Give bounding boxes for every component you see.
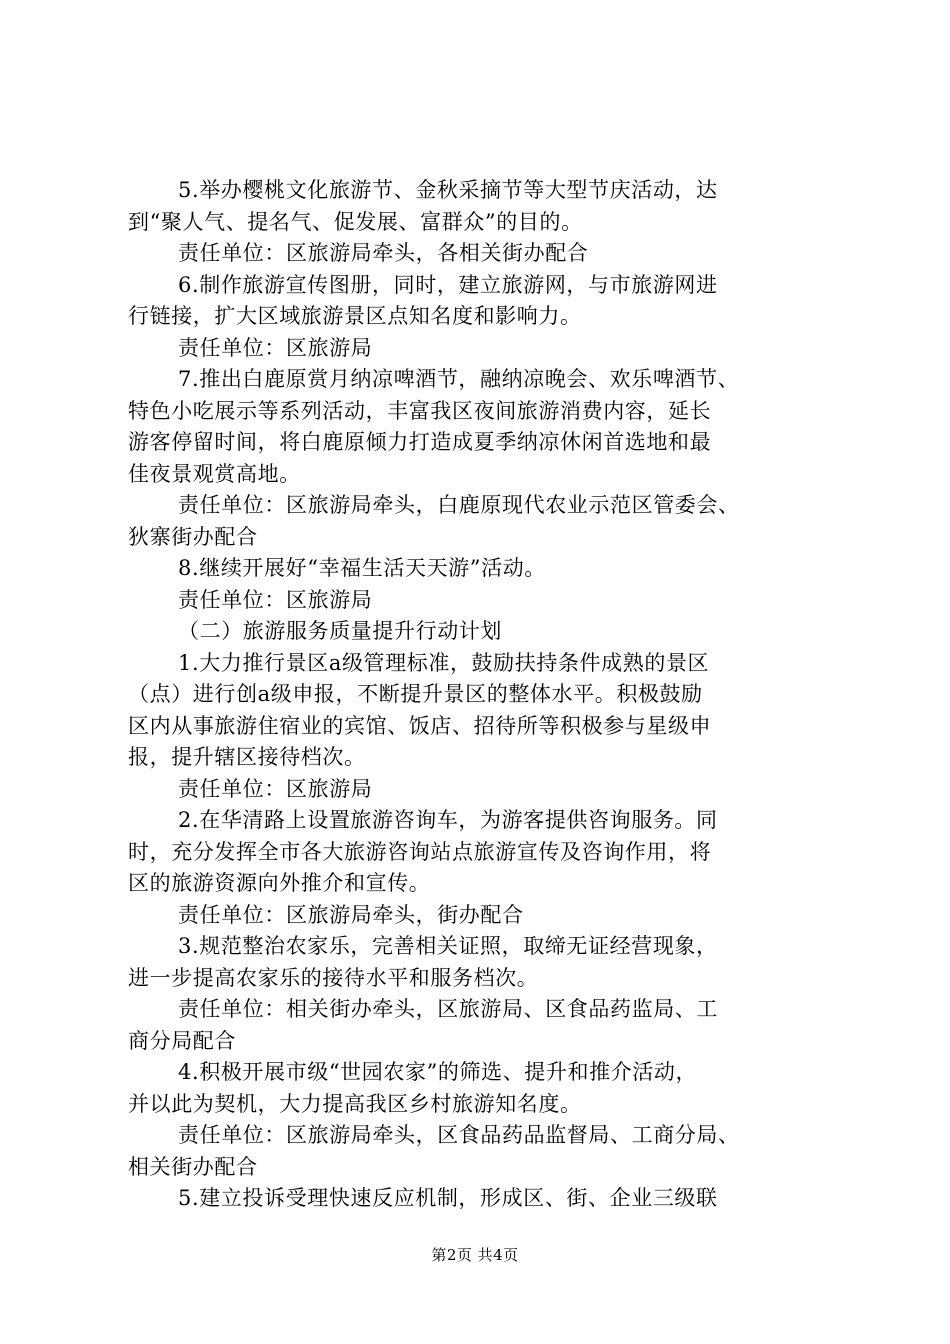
text-line: 责任单位：区旅游局牵头，白鹿原现代农业示范区管委会、 bbox=[178, 493, 740, 517]
text-line: 区的旅游资源向外推介和宣传。 bbox=[128, 871, 431, 895]
text-line: 3.规范整治农家乐，完善相关证照，取缔无证经营现象， bbox=[178, 934, 718, 958]
text-line: 2.在华清路上设置旅游咨询车，为游客提供咨询服务。同 bbox=[178, 808, 718, 832]
text-line: 4.积极开展市级“世园农家”的筛选、提升和推介活动， bbox=[178, 1060, 698, 1084]
text-line: 狄寨街办配合 bbox=[128, 524, 258, 549]
text-line: 时，充分发挥全市各大旅游咨询站点旅游宣传及咨询作用，将 bbox=[128, 839, 712, 864]
text-line: 进一步提高农家乐的接待水平和服务档次。 bbox=[128, 965, 539, 990]
text-line: 相关街办配合 bbox=[128, 1154, 258, 1179]
text-line: 1.大力推行景区a级管理标准，鼓励扶持条件成熟的景区 bbox=[178, 650, 710, 675]
text-line: 特色小吃展示等系列活动，丰富我区夜间旅游消费内容，延长 bbox=[128, 398, 712, 423]
text-line: 6.制作旅游宣传图册，同时，建立旅游网，与市旅游网进 bbox=[178, 272, 718, 297]
text-line: 责任单位：相关街办牵头，区旅游局、区食品药监局、工 bbox=[178, 997, 718, 1021]
text-line: 7.推出白鹿原赏月纳凉啤酒节，融纳凉晚会、欢乐啤酒节、 bbox=[178, 367, 740, 391]
text-line: 佳夜景观赏高地。 bbox=[128, 461, 301, 486]
text-line: 责任单位：区旅游局牵头，各相关街办配合 bbox=[178, 241, 589, 265]
text-line: 8.继续开展好“幸福生活天天游”活动。 bbox=[178, 556, 546, 580]
text-line: 行链接，扩大区域旅游景区点知名度和影响力。 bbox=[128, 304, 582, 328]
text-line: 责任单位：区旅游局 bbox=[178, 587, 373, 612]
page-footer: 第2页 共4页 bbox=[431, 1246, 519, 1264]
text-line: 责任单位：区旅游局 bbox=[178, 776, 373, 801]
text-line: 责任单位：区旅游局牵头，区食品药品监督局、工商分局、 bbox=[178, 1123, 740, 1147]
text-line: 商分局配合 bbox=[128, 1028, 236, 1053]
text-line: 并以此为契机，大力提高我区乡村旅游知名度。 bbox=[128, 1091, 582, 1116]
text-line: 责任单位：区旅游局 bbox=[178, 335, 373, 360]
text-line: （点）进行创a级申报，不断提升景区的整体水平。积极鼓励 bbox=[128, 682, 703, 706]
text-line: （二）旅游服务质量提升行动计划 bbox=[178, 619, 502, 643]
document-body bbox=[128, 175, 833, 1215]
text-line: 到“聚人气、提名气、促发展、富群众”的目的。 bbox=[128, 209, 583, 234]
text-line: 报，提升辖区接待档次。 bbox=[128, 745, 366, 769]
text-line: 责任单位：区旅游局牵头，街办配合 bbox=[178, 902, 524, 927]
text-line: 5.建立投诉受理快速反应机制，形成区、街、企业三级联 bbox=[178, 1186, 718, 1210]
text-line: 游客停留时间，将白鹿原倾力打造成夏季纳凉休闲首选地和最 bbox=[128, 430, 712, 454]
text-line: 区内从事旅游住宿业的宾馆、饭店、招待所等积极参与星级申 bbox=[128, 713, 712, 738]
text-line: 5.举办樱桃文化旅游节、金秋采摘节等大型节庆活动，达 bbox=[178, 178, 718, 202]
